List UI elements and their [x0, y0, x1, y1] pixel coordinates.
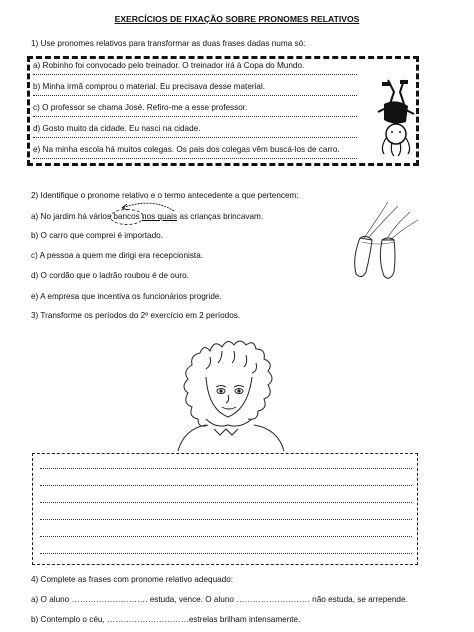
q1-item-c: c) O professor se chama José. Refiro-me a esse professor.	[33, 103, 248, 112]
q1-item-a: a) Robinho foi convocado pelo treinador. O treinador irá à Copa do Mundo.	[33, 61, 305, 70]
q2-item-a-before: a) No jardim há vários	[31, 212, 114, 221]
q1-instruction: 1) Use pronomes relativos para transformar as duas frases dadas numa só:	[31, 39, 306, 48]
curved-arrow-icon	[112, 199, 182, 213]
worksheet-title: EXERCÍCIOS DE FIXAÇÃO SOBRE PRONOMES RELATIVOS	[114, 14, 360, 24]
q1-answer-line-d[interactable]	[33, 137, 357, 138]
q3-answer-line-5[interactable]	[40, 536, 412, 537]
q3-answer-line-6[interactable]	[40, 553, 412, 554]
q2-item-b: b) O carro que comprei é importado.	[31, 231, 163, 240]
q2-relative-pronoun: nos quais	[142, 212, 178, 221]
q2-item-c: c) A pessoa a quem me dirigi era recepcionista.	[31, 251, 204, 260]
q2-item-d: d) O cordão que o ladrão roubou é de ouro.	[31, 271, 189, 280]
q3-answer-line-3[interactable]	[40, 502, 412, 503]
q3-instruction: 3) Transforme os períodos do 2º exercício em 2 períodos.	[31, 311, 241, 320]
q1-answer-line-e[interactable]	[33, 158, 357, 159]
upside-down-child-icon	[374, 78, 418, 158]
q1-answer-line-b[interactable]	[33, 95, 357, 96]
q4-item-b: b) Contemplo o céu, …………………………estrelas brilham intensamente.	[31, 615, 301, 624]
q3-answer-line-1[interactable]	[40, 468, 412, 469]
q2-item-e: e) A empresa que incentiva os funcionários progride.	[31, 292, 222, 301]
q4-item-a: a) O aluno ………………………. estuda, vence. O aluno ……………………… não estuda, se arrepende.	[31, 595, 408, 604]
curly-haired-girl-icon	[170, 333, 294, 453]
q1-item-b: b) Minha irmã comprou o material. Eu precisava desse material.	[33, 82, 266, 91]
q1-answer-line-a[interactable]	[33, 74, 357, 75]
q4-instruction: 4) Complete as frases com pronome relativo adequado:	[31, 575, 234, 584]
q2-item-a	[31, 212, 263, 222]
q3-answer-line-2[interactable]	[40, 485, 412, 486]
q1-item-e: e) Na minha escola há muitos colegas. Os pais dos colegas vêm buscá-los de carro.	[33, 145, 340, 154]
q2-instruction: 2) Identifique o pronome relativo e o termo antecedente a que pertencem:	[31, 191, 299, 200]
ballet-shoes-icon	[338, 198, 424, 282]
q1-answer-line-c[interactable]	[33, 116, 357, 117]
q2-antecedent: bancos	[113, 212, 140, 221]
q3-answer-box	[32, 453, 418, 565]
q3-answer-line-4[interactable]	[40, 519, 412, 520]
q2-item-a-after: as crianças brincavam.	[177, 212, 264, 221]
q1-item-d: d) Gosto muito da cidade. Eu nasci na cidade.	[33, 124, 201, 133]
